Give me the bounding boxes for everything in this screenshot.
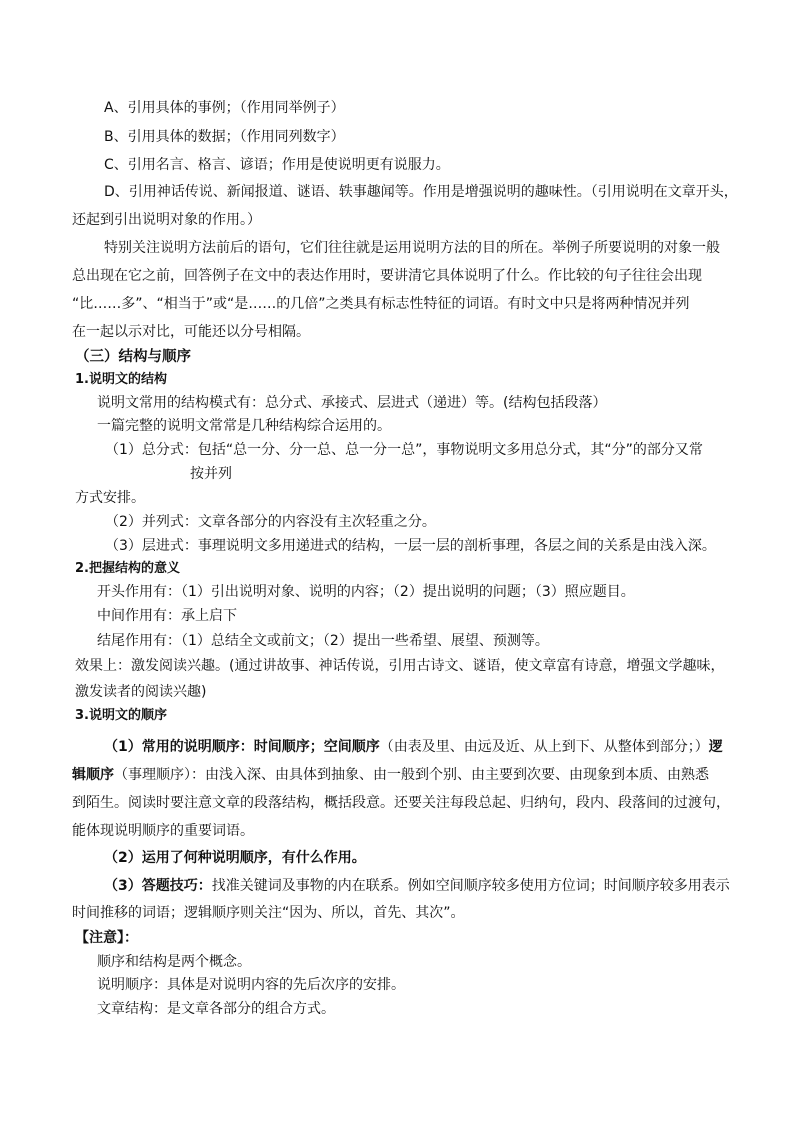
method-b-line: B、引用具体的数据；（作用同列数字） (104, 129, 345, 145)
order-line-6 (104, 877, 730, 895)
order-line-5: （2）运用了何种说明顺序，有什么作用。 (104, 850, 366, 866)
note-heading: 【注意】： (75, 930, 138, 946)
subheading-order: 3.说明文的顺序 (75, 708, 167, 723)
structure-line-3a: （1）总分式：包括“总一分、分一总、总一分一总”，事物说明文多用总分式，其“分”的部分又常 (105, 442, 703, 458)
order-line-4: 能体现说明顺序的重要词语。 (72, 823, 254, 839)
structure-line-4: （2）并列式：文章各部分的内容没有主次轻重之分。 (105, 514, 436, 530)
order-line-1-rest: （由表及里、由远及近、从上到下、从整体到部分；） (379, 739, 709, 755)
subheading-meaning: 2.把握结构的意义 (75, 561, 180, 576)
order-line-2-bold: 辑顺序 (72, 767, 114, 783)
meaning-line-3: 结尾作用有：（1）总结全文或前文；（2）提出一些希望、展望、预测等。 (97, 633, 549, 649)
paragraph-line-1: 特别关注说明方法前后的语句，它们往往就是运用说明方法的目的所在。举例子所要说明的对象一般 (104, 240, 720, 256)
method-d-line-1: D、引用神话传说、新闻报道、谜语、轶事趣闻等。作用是增强说明的趣味性。（引用说明在文章开头， (104, 184, 738, 200)
paragraph-line-4: 在一起以示对比，可能还以分号相隔。 (72, 324, 310, 340)
order-line-3: 到陌生。阅读时要注意文章的段落结构，概括段意。还要关注每段总起、归纳句，段内、段落间的过渡句， (72, 795, 730, 811)
note-line-2: 说明顺序：具体是对说明内容的先后次序的安排。 (97, 977, 405, 993)
order-line-1 (104, 738, 723, 756)
paragraph-line-2: 总出现在它之前，回答例子在文中的表达作用时，要讲清它具体说明了什么。作比较的句子往往会出现 (72, 268, 702, 284)
structure-line-2: 一篇完整的说明文常常是几种结构综合运用的。 (97, 418, 391, 434)
meaning-line-2: 中间作用有：承上启下 (97, 608, 237, 624)
section-heading: （三）结构与顺序 (75, 349, 191, 365)
paragraph-line-3: “比……多”、“相当于”或“是……的几倍”之类具有标志性特征的词语。有时文中只是将两种情况并列 (72, 296, 690, 312)
note-line-1: 顺序和结构是两个概念。 (97, 954, 251, 970)
structure-line-5: （3）层进式：事理说明文多用递进式的结构，一层一层的剖析事理，各层之间的关系是由浅入深。 (105, 538, 716, 554)
order-line-2 (72, 766, 709, 784)
structure-line-1: 说明文常用的结构模式有：总分式、承接式、层进式（递进）等。(结构包括段落） (97, 395, 607, 411)
effect-line-1: 效果上：激发阅读兴趣。(通过讲故事、神话传说，引用古诗文、谜语，使文章富有诗意，增强文学趣味， (75, 658, 725, 674)
meaning-line-1: 开头作用有：（1）引出说明对象、说明的内容；（2）提出说明的问题；（3）照应题目。 (97, 584, 635, 600)
order-line-1-bold-end: 逻 (708, 739, 723, 755)
subheading-structure: 1.说明文的结构 (75, 372, 167, 387)
order-line-7: 时间推移的词语；逻辑顺序则关注“因为、所以，首先、其次”。 (72, 905, 465, 921)
method-a-line: A、引用具体的事例；（作用同举例子） (104, 100, 345, 116)
effect-line-2: 激发读者的阅读兴趣) (75, 684, 207, 700)
structure-line-3b: 按并列 (190, 466, 232, 482)
method-d-line-2: 还起到引出说明对象的作用。） (72, 212, 261, 228)
order-line-1-bold: （1）常用的说明顺序：时间顺序；空间顺序 (104, 739, 380, 755)
order-line-2-rest: （事理顺序）：由浅入深、由具体到抽象、由一般到个别、由主要到次要、由现象到本质、由熟悉 (114, 767, 709, 783)
structure-line-3c: 方式安排。 (75, 490, 145, 506)
order-line-6-rest: 找准关键词及事物的内在联系。例如空间顺序较多使用方位词；时间顺序较多用表示 (211, 878, 730, 894)
note-line-3: 文章结构：是文章各部分的组合方式。 (97, 1001, 335, 1017)
order-line-6-bold: （3）答题技巧： (104, 878, 212, 894)
method-c-line: C、引用名言、格言、谚语；作用是使说明更有说服力。 (104, 157, 450, 173)
